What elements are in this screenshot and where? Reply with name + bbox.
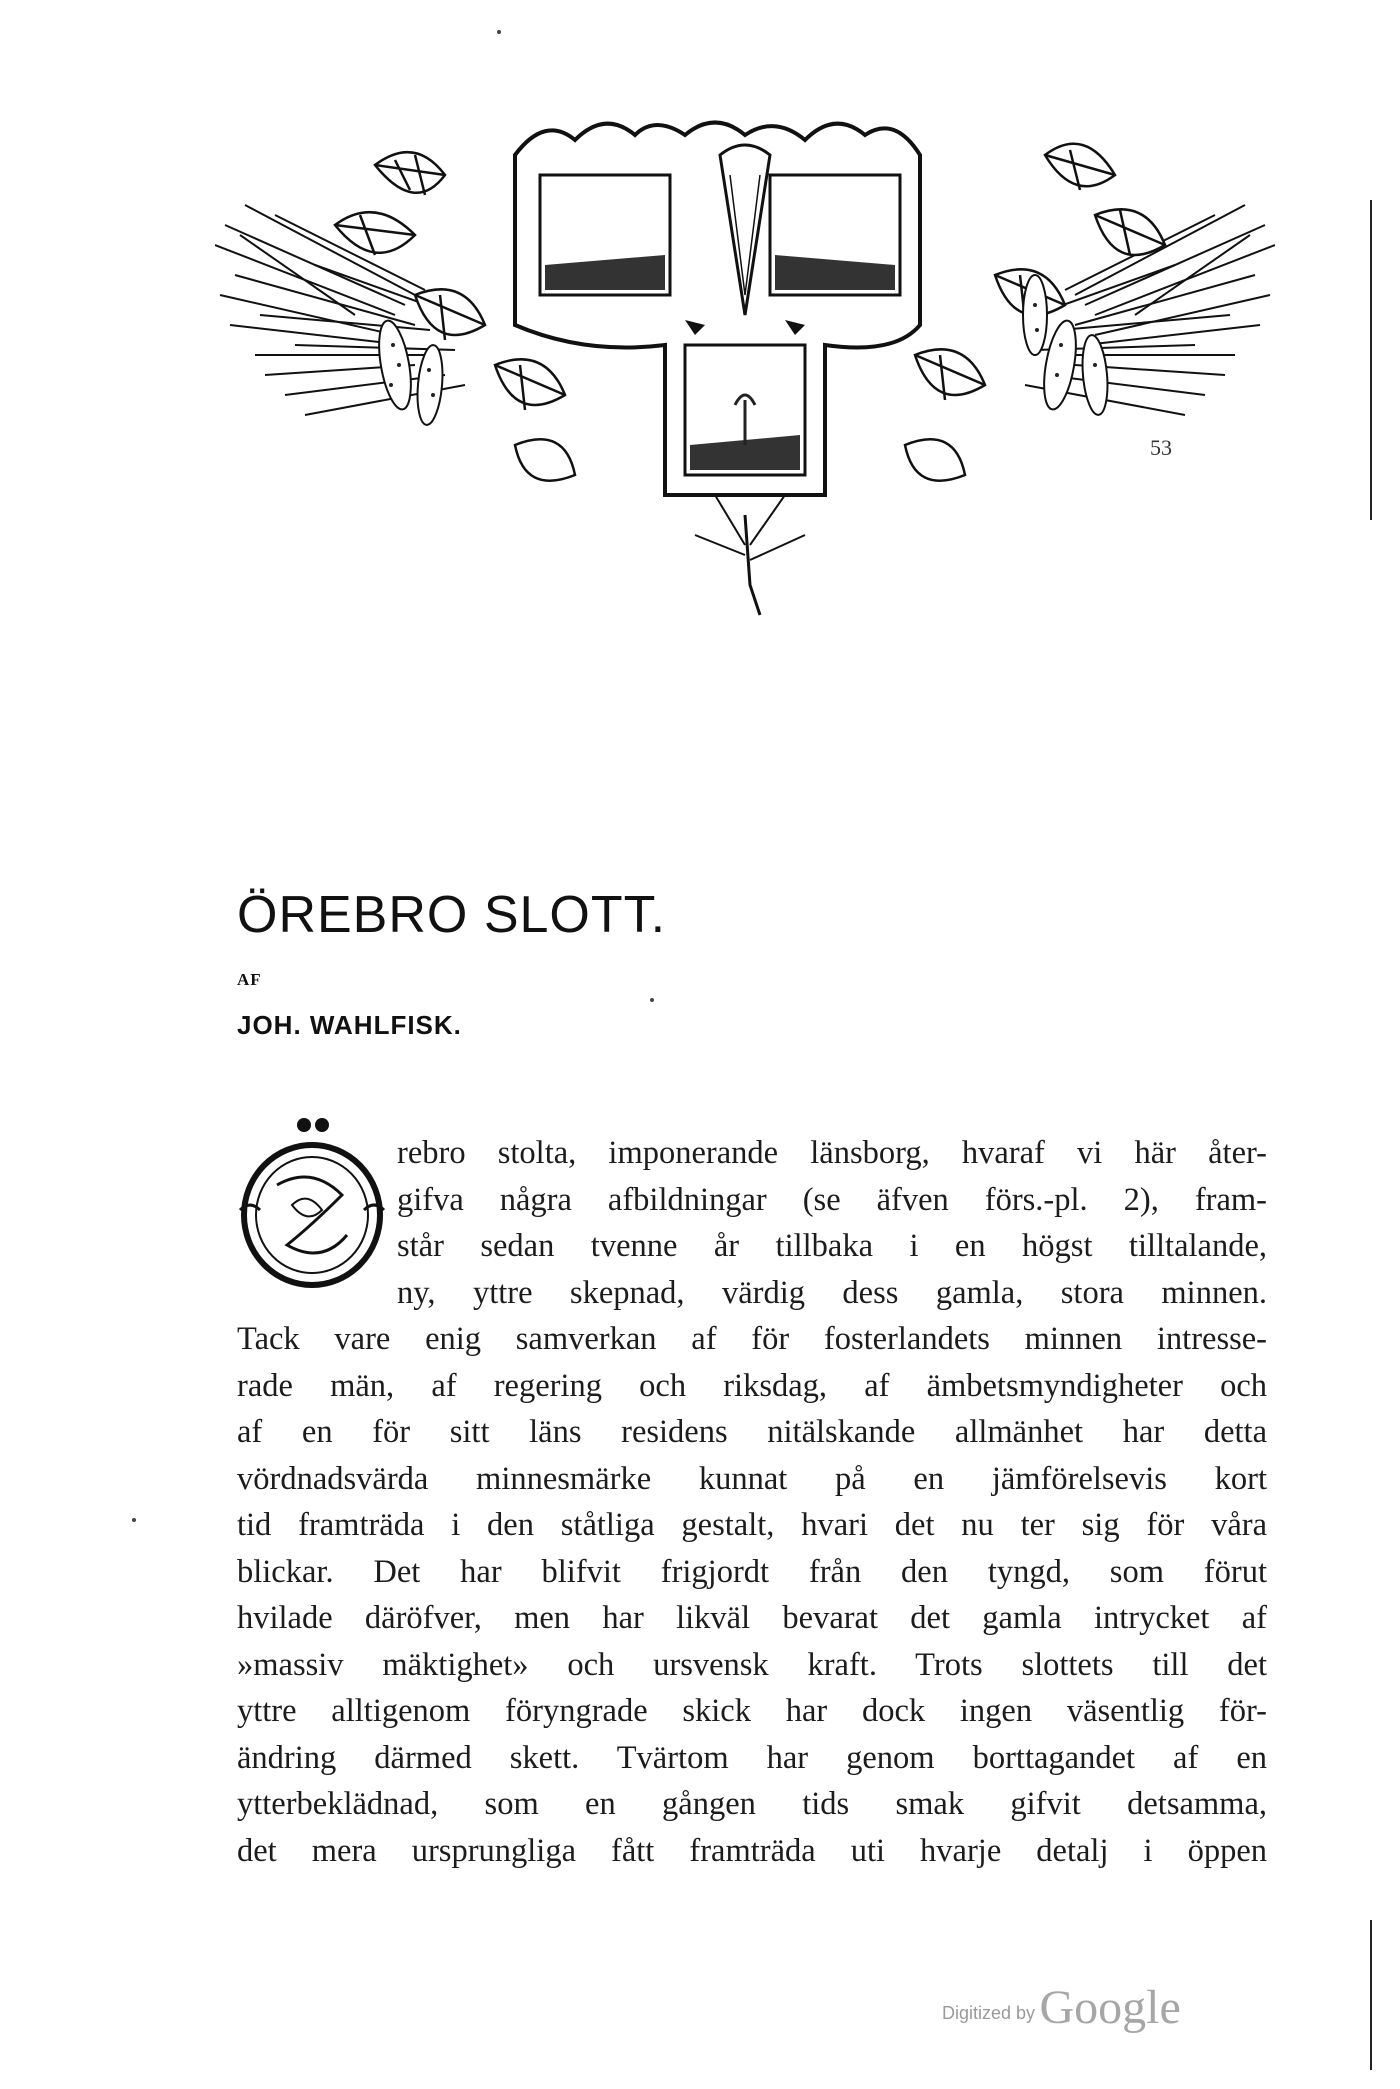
article-title: ÖREBRO SLOTT.: [237, 886, 667, 944]
body-line: ny, yttre skepnad, värdig dess gamla, stora minnen.: [397, 1274, 1267, 1311]
body-line: ytterbeklädnad, som en gången tids smak gifvit detsamma,: [237, 1786, 1267, 1822]
body-line: Tack vare enig samverkan af för fosterlandets minnen intresse-: [237, 1321, 1267, 1357]
scan-speck: [497, 30, 501, 34]
body-line: vördnadsvärda minnesmärke kunnat på en jämförelsevis kort: [237, 1460, 1267, 1497]
coat-of-arms-shield: [515, 123, 920, 496]
body-line: af en för sitt läns residens nitälskande allmänhet har detta: [237, 1414, 1267, 1450]
body-line: tid framträda i den ståtliga gestalt, hvari det nu ter sig för våra: [237, 1507, 1267, 1543]
body-line: står sedan tvenne år tillbaka i en högst tilltalande,: [397, 1228, 1267, 1264]
article-body: [237, 1130, 1267, 1874]
body-line: ändring därmed skett. Tvärtom har genom borttagandet af en: [237, 1739, 1267, 1776]
digitized-watermark: [942, 1980, 1181, 2035]
body-line: rade män, af regering och riksdag, af ämbetsmyndigheter och: [237, 1367, 1267, 1404]
watermark-brand: Google: [1039, 1981, 1181, 2034]
body-line: yttre alltigenom föryngrade skick har dock ingen väsentlig för-: [237, 1693, 1267, 1729]
body-line: det mera ursprungliga fått framträda uti hvarje detalj i öppen: [237, 1832, 1267, 1869]
scan-edge-line: [1370, 200, 1372, 520]
ornamental-headpiece-image: [215, 115, 1275, 635]
author-name: JOH. WAHLFISK.: [237, 1010, 462, 1040]
scan-speck: [650, 998, 654, 1002]
byline-prefix: AF: [237, 970, 262, 989]
scan-speck: [132, 1518, 136, 1522]
watermark-prefix: Digitized by: [942, 2003, 1036, 2023]
body-line: gifva några afbildningar (se äfven förs.-pl. 2), fram-: [397, 1181, 1267, 1218]
body-line: hvilade däröfver, men har likväl bevarat det gamla intrycket af: [237, 1600, 1267, 1636]
scan-edge-line: [1370, 1920, 1372, 2070]
body-line: rebro stolta, imponerande länsborg, hvaraf vi här åter-: [397, 1135, 1267, 1171]
illustrator-mark: 53: [1150, 435, 1172, 460]
body-line: blickar. Det har blifvit frigjordt från den tyngd, som förut: [237, 1553, 1267, 1590]
body-line: »massiv mäktighet» och ursvensk kraft. Trots slottets till det: [237, 1646, 1267, 1683]
